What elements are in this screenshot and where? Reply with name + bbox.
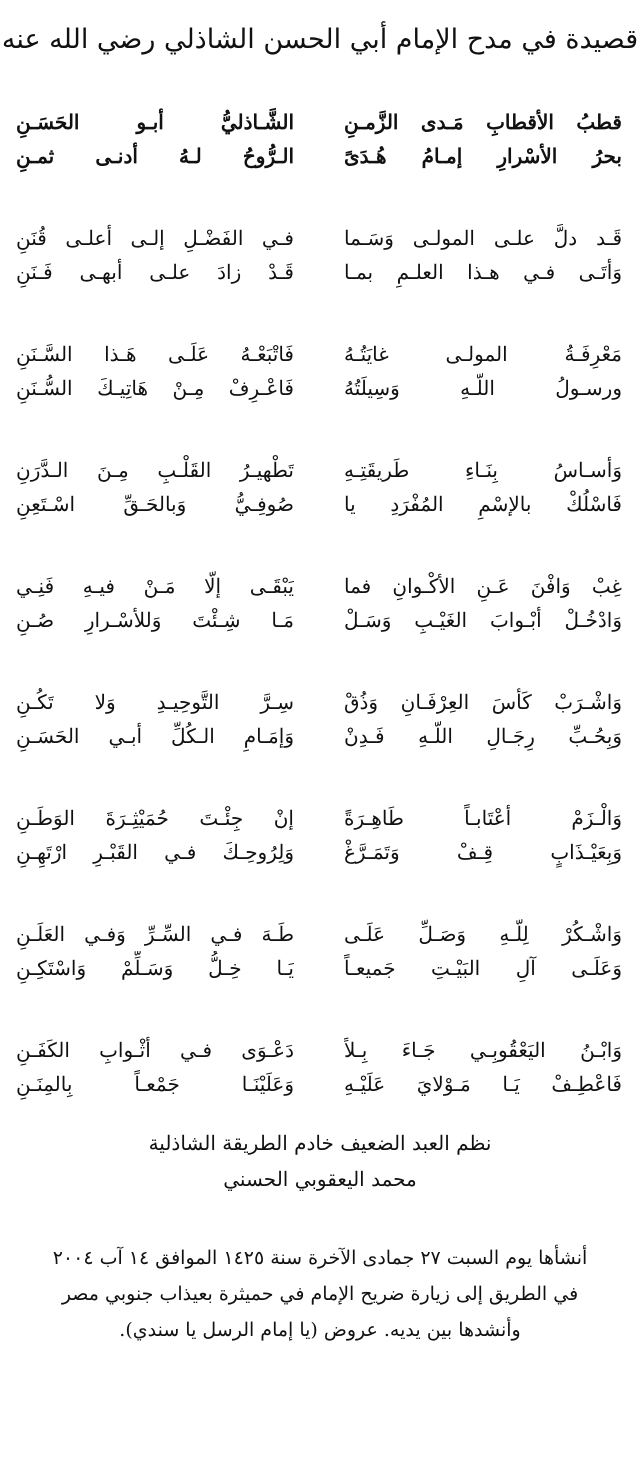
verse-first-hemistich: وَادْخُـلْ أبْـوابَ الغَيْـبِ وَسَـلْ [344,608,622,632]
verse [0,221,640,255]
verse-second-hemistich: تَطْهيـرُ القَلْـبِ مِـنَ الـدَّرَنِ [16,458,294,482]
poem [0,105,640,1149]
verse-first-hemistich: فَاعْطِـفْ يَـا مَـوْلايَ عَلَيْـهِ [344,1072,622,1096]
verse-first-hemistich: وَاشْـكُرْ لِلّـهِ وَصَـلِّ عَلَـى [344,922,622,946]
verse-second-hemistich: يَـا خِـلُّ وَسَـلِّمْ وَاسْتَكِـنِ [16,956,294,980]
verse-second-hemistich: قَـدْ زادَ علـى أبهـى فَـنَنِ [16,260,294,284]
verse-second-hemistich: مَـا شِـئْتَ وَللأسْـرارِ صُـنِ [16,608,294,632]
stanza-5 [0,569,640,685]
verse-first-hemistich: مَعْرِفَـةُ المولـى غايَتُـهُ [344,342,622,366]
verse-second-hemistich: دَعْـوَى فـي أثْـوابِ الكَفَـنِ [16,1038,294,1062]
verse-first-hemistich: وَأتَـى فـي هـذا العلـمِ بمـا [344,260,622,284]
verse-first-hemistich: قَـد دلَّ علـى المولـى وَسَـما [344,226,622,250]
author-credit [0,1125,640,1197]
verse-first-hemistich: وَاشْـرَبْ كَأسَ العِرْفَـانِ وَذُقْ [344,690,622,714]
verse [0,1067,640,1101]
verse-second-hemistich: يَبْقَـى إلّا مَـنْ فيـهِ فَنِـي [16,574,294,598]
verse-second-hemistich: الـرُّوحُ لـهُ أدنـى ثمـنِ [16,144,294,168]
verse-second-hemistich: فـي الفَضْـلِ إلـى أعلـى قُنَنِ [16,226,294,250]
verse-first-hemistich: بحرُ الأسْرارِ إمـامُ هُـدَىً [344,144,622,168]
stanza-8 [0,917,640,1033]
verse [0,371,640,405]
verse [0,105,640,139]
verse-first-hemistich: وَعَلَـى آلِ البَيْـتِ جَميعـاً [344,956,622,980]
verse [0,453,640,487]
verse [0,569,640,603]
verse-first-hemistich: وَابْـنُ اليَعْقُوبِـي جَـاءَ بِـلاً [344,1038,622,1062]
stanza-4 [0,453,640,569]
verse [0,951,640,985]
stanza-7 [0,801,640,917]
verse [0,337,640,371]
verse-first-hemistich: قطبُ الأقطابِ مَـدى الزَّمـنِ [344,110,622,134]
verse [0,685,640,719]
verse-first-hemistich: وَبِحُـبِّ رِجَـالِ اللّـهِ فَـدِنْ [344,724,622,748]
verse [0,255,640,289]
verse-first-hemistich: غِبْ وَافْنَ عَـنِ الأكْـوانِ فما [344,574,622,598]
verse [0,917,640,951]
verse-second-hemistich: وَإمَـامِ الـكُلِّ أبـي الحَسَـنِ [16,724,294,748]
author-name: محمد اليعقوبي الحسني [223,1167,417,1191]
credit-line: نظم العبد الضعيف خادم الطريقة الشاذلية [148,1131,492,1155]
verse [0,801,640,835]
verse [0,835,640,869]
stanza-1 [0,105,640,221]
verse [0,719,640,753]
verse-second-hemistich: الشَّـاذليُّ أبـو الحَسَـنِ [16,110,294,134]
verse [0,603,640,637]
note-line-date: أنشأها يوم السبت ٢٧ جمادى الآخرة سنة ١٤٢٥ الموافق ١٤ آب ٢٠٠٤ [52,1247,588,1269]
verse-first-hemistich: وَأسـاسُ بِنَـاءِ طَريقَتِـهِ [344,458,622,482]
verse-second-hemistich: فَاتْبَعْـهُ عَلَـى هَـذا السَّـنَنِ [16,342,294,366]
verse-first-hemistich: ورسـولُ اللّـهِ وَسِيلَتُهُ [344,376,622,400]
note-line-meter: وأنشدها بين يديه. عروض (يا إمام الرسل يا سندي). [119,1319,521,1341]
stanza-3 [0,337,640,453]
page-title: قصيدة في مدح الإمام أبي الحسن الشاذلي رضي الله عنه [1,24,639,55]
verse-second-hemistich: طَـهَ فـي السِّـرِّ وَفـي العَلَـنِ [16,922,294,946]
verse-second-hemistich: وَلِرُوحِـكَ فـي القَبْـرِ ارْتَهِـنِ [16,840,294,864]
verse [0,1033,640,1067]
verse-second-hemistich: فَاعْـرِفْ مِـنْ هَاتِيـكَ السُّـنَنِ [16,376,294,400]
composition-note [10,1240,630,1348]
verse [0,139,640,173]
verse-second-hemistich: سِـرَّ التَّوحِيـدِ وَلا تَكُـنِ [16,690,294,714]
stanza-2 [0,221,640,337]
note-line-place: في الطريق إلى زيارة ضريح الإمام في حميثرة بعيذاب جنوبي مصر [61,1283,579,1305]
verse-first-hemistich: وَبِعَيْـذَابٍ قِـفْ وَتَمَـرَّغْ [344,840,622,864]
stanza-6 [0,685,640,801]
verse-second-hemistich: وَعَلَيْنَـا جَمْعـاً بِالمِنَـنِ [16,1072,294,1096]
verse-first-hemistich: فَاسْلُكْ بالإسْمِ المُفْرَدِ يا [344,492,622,516]
verse-second-hemistich: إنْ جِئْـتَ حُمَيْثِـرَةَ الوَطَـنِ [16,806,294,830]
verse-second-hemistich: صُوفِـيُّ وَبالحَـقِّ اسْـتَعِنِ [16,492,294,516]
verse-first-hemistich: وَالْـزَمْ أعْتَابـاً طَاهِـرَةً [344,806,622,830]
verse [0,487,640,521]
